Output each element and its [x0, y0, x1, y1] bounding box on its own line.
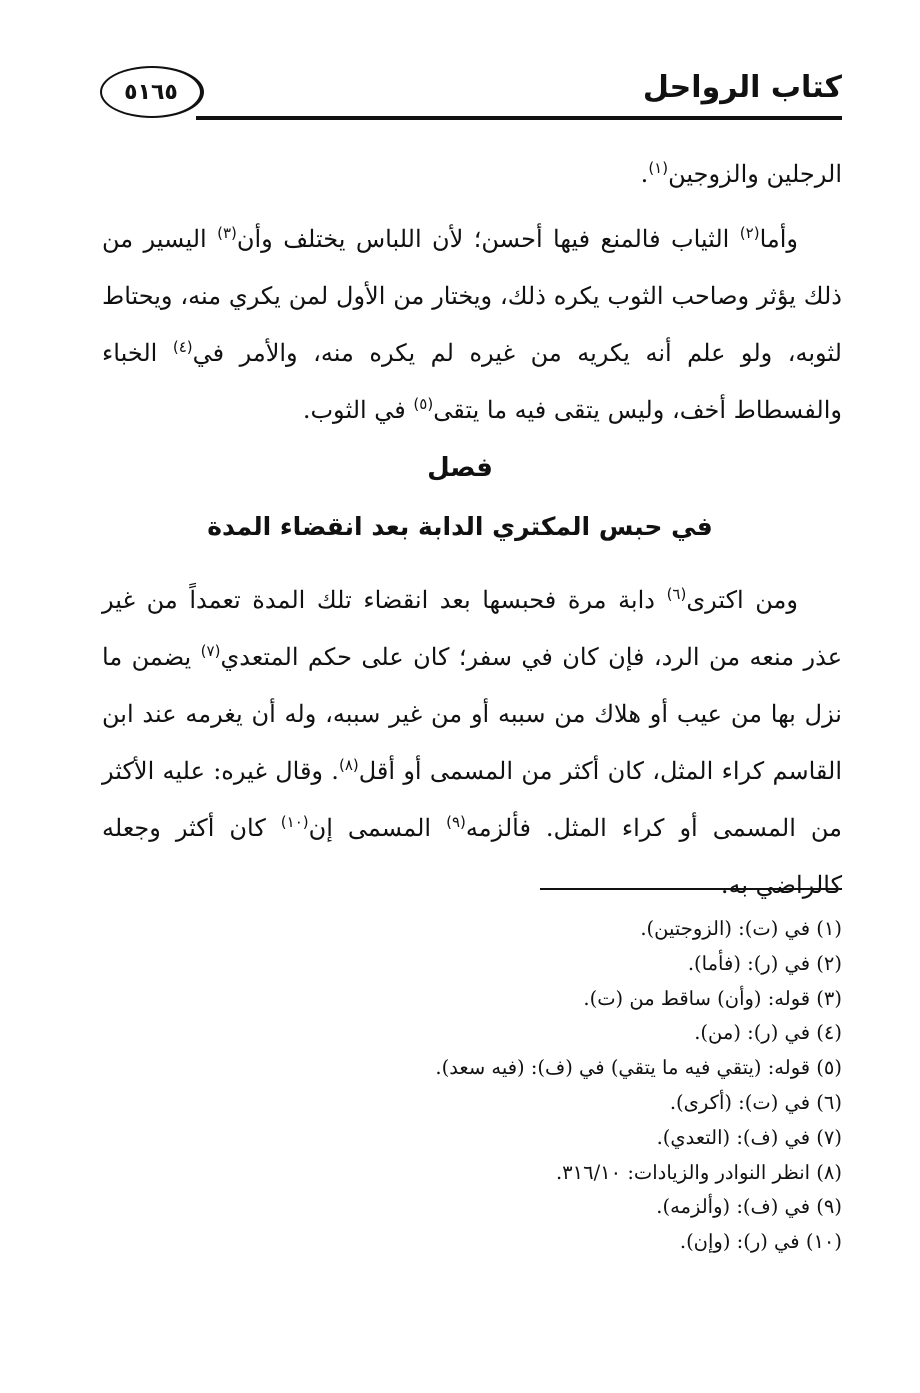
footnote-ref-3[interactable]: (٣): [217, 224, 237, 242]
footnote-2: (٢) في (ر): (فأما).: [687, 951, 842, 975]
paragraph-2-part-a: وأما: [759, 225, 799, 253]
footnote-ref-5[interactable]: (٥): [413, 395, 434, 413]
footnote-separator: [540, 888, 842, 890]
footnote-ref-1[interactable]: (١): [648, 159, 669, 177]
footnote-1: (١) في (ت): (الزوجتين).: [640, 917, 842, 940]
footnote-ref-8[interactable]: (٨): [338, 756, 359, 774]
paragraph-2-part-e: في الثوب.: [302, 396, 414, 424]
page-header: [100, 66, 842, 124]
paragraph-1-text: الرجلين والزوجين: [668, 160, 842, 188]
footnote-ref-4[interactable]: (٤): [172, 338, 193, 356]
section-subtitle: في حبس المكتري الدابة بعد انقضاء المدة: [207, 512, 713, 541]
footnote-3: (٣) قوله: (وأن) ساقط من (ت).: [583, 986, 842, 1010]
paragraph-1: [102, 146, 842, 203]
footnote-ref-10[interactable]: (١٠): [280, 813, 309, 831]
footnote-ref-6[interactable]: (٦): [666, 585, 687, 603]
footnote-ref-7[interactable]: (٧): [200, 642, 221, 660]
paragraph-2: [102, 211, 842, 439]
paragraph-3-part-d: . وقال غيره: عليه الأكثر من المسمى أو كراء المثل. فألزمه: [102, 757, 842, 842]
paragraph-3-part-c: يضمن ما نزل بها من عيب أو هلاك من سببه أو من غير سببه، وله أن يغرمه عند ابن القاسم كراء المثل، كان أكثر من المسمى أو أقل: [102, 643, 842, 785]
paragraph-1-end: .: [640, 160, 649, 188]
paragraph-2-part-d: الخباء والفسطاط أخف، وليس يتقى فيه ما يتقى: [102, 339, 842, 424]
paragraph-3-part-e: المسمى إن: [308, 814, 447, 842]
footnote-6: (٦) في (ت): (أكرى).: [669, 1090, 842, 1114]
section-heading: فصل: [427, 453, 493, 483]
footnote-ref-2[interactable]: (٢): [739, 224, 760, 242]
footnote-10: (١٠) في (ر): (وإن).: [679, 1230, 842, 1254]
paragraph-3-part-b: دابة مرة فحبسها بعد انقضاء تلك المدة تعمداً من غير عذر منعه من الرد، فإن كان في سفر؛ كان على حكم المتعدي: [102, 586, 843, 671]
footnote-ref-9[interactable]: (٩): [446, 813, 466, 831]
footnote-7: (٧) في (ف): (التعدي).: [656, 1125, 842, 1149]
footnotes-list: [102, 912, 842, 1260]
footnote-8: (٨) انظر النوادر والزيادات: ٣١٦/١٠.: [555, 1160, 842, 1184]
paragraph-3-part-a: ومن اكترى: [686, 586, 799, 614]
header-rule: [196, 116, 842, 120]
footnote-9: (٩) في (ف): (وألزمه).: [656, 1195, 842, 1219]
paragraph-3: [102, 572, 842, 914]
paragraph-2-part-c: اليسير من ذلك يؤثر وصاحب الثوب يكره ذلك، ويختار من الأول لمن يكري منه، ويحتاط لثوبه، ولو علم أنه يكريه من غيره لم يكره منه، والأمر في: [102, 225, 842, 367]
footnote-5: (٥) قوله: (يتقي فيه ما يتقي) في (ف): (فيه سعد).: [435, 1056, 842, 1080]
paragraph-3-part-f: كان أكثر وجعله كالراضي به.: [102, 814, 842, 899]
page-number-oval: [100, 66, 204, 118]
page-number: ٥١٦٥: [124, 79, 178, 105]
paragraph-2-part-b: الثياب فالمنع فيها أحسن؛ لأن اللباس يختلف وأن: [236, 225, 740, 253]
book-title: كتاب الرواحل: [642, 70, 842, 105]
footnote-4: (٤) في (ر): (من).: [694, 1021, 842, 1045]
